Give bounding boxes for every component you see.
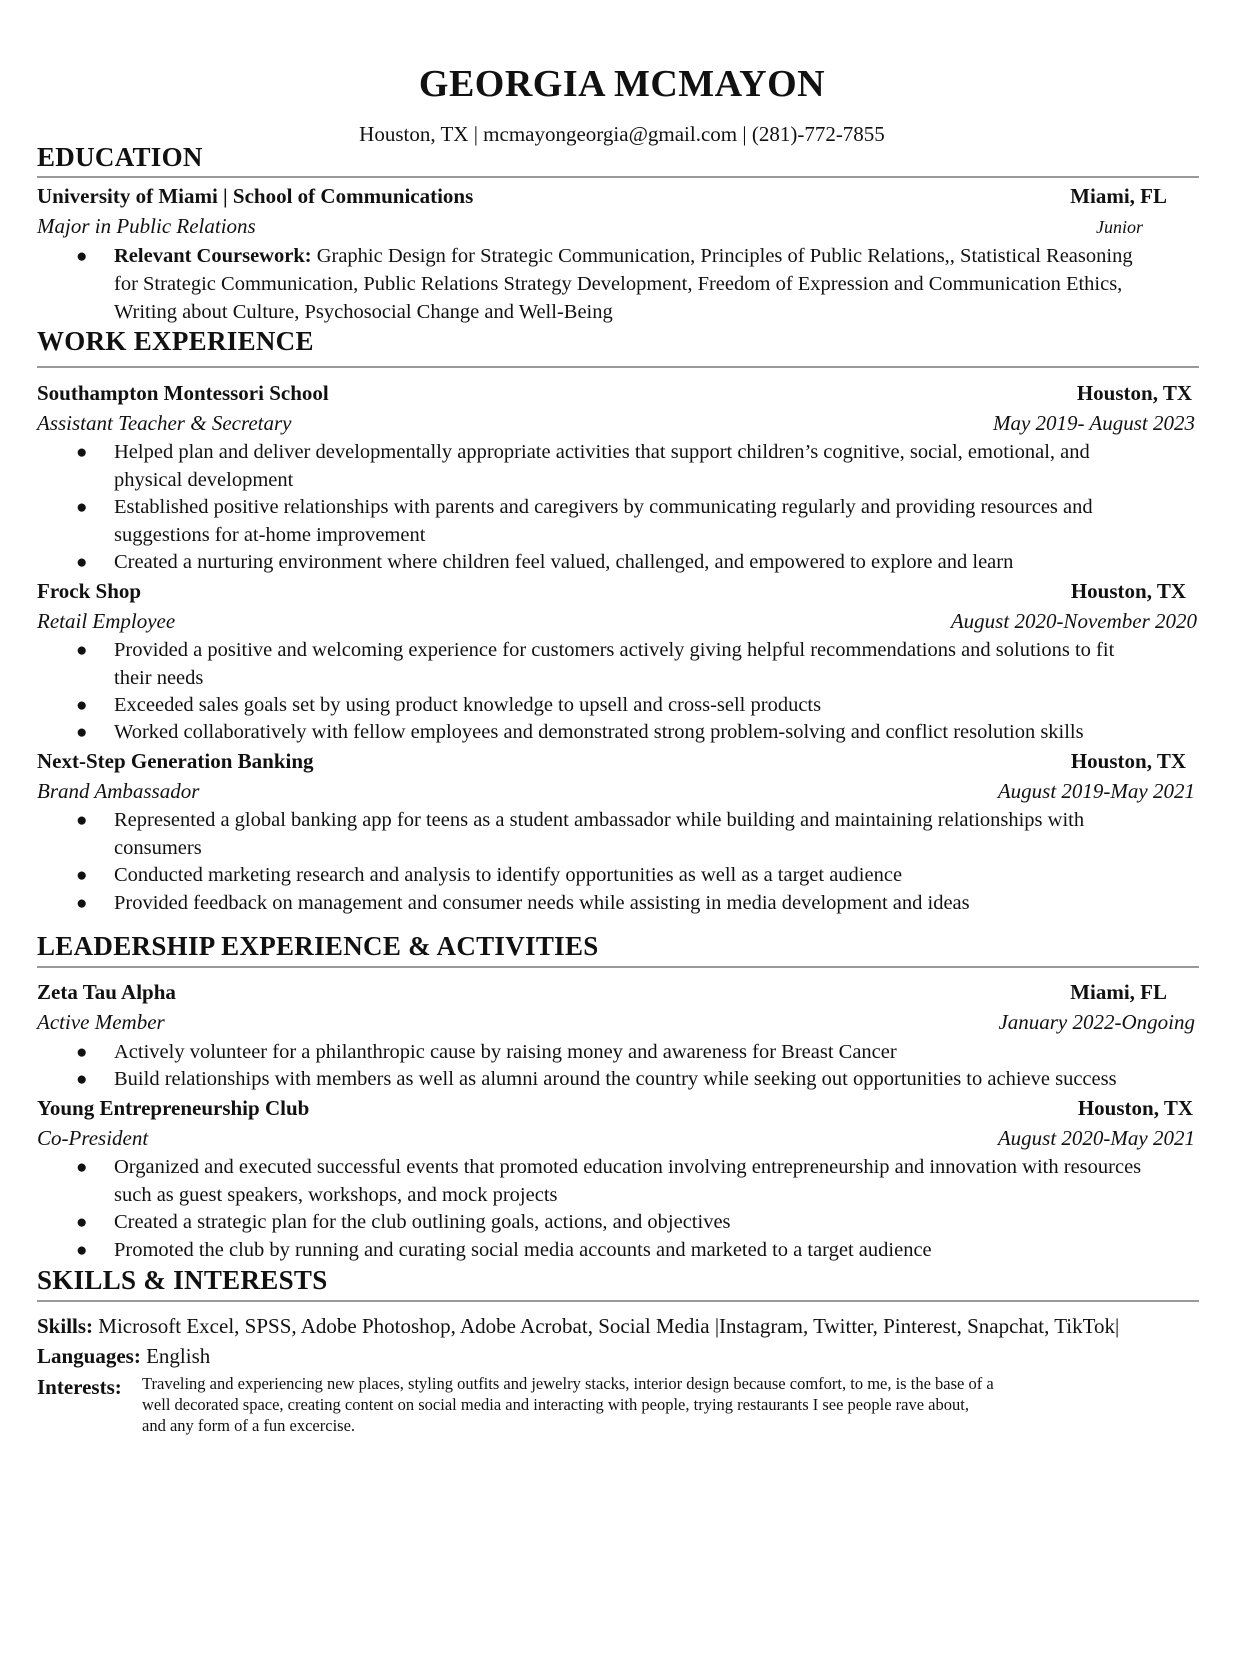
bullet-dot: ● (76, 442, 88, 463)
organization-name: Young Entrepreneurship Club (37, 1096, 310, 1120)
activity-bullet (114, 1236, 1204, 1264)
class-standing: Junior (1096, 217, 1143, 237)
job-header-row (37, 579, 1201, 607)
job-location: Houston, TX (1070, 579, 1186, 603)
organization-name: Frock Shop (37, 579, 142, 603)
section-divider (37, 1300, 1199, 1302)
bullet-line: Organized and executed successful events that promoted education involving entrepreneurship and innovation with resources (114, 1156, 1142, 1178)
activity-subheader-row (37, 1126, 1201, 1154)
job-location: Houston, TX (1070, 749, 1186, 773)
section-title-work-experience: WORK EXPERIENCE (37, 326, 314, 356)
coursework-line: for Strategic Communication, Public Relations Strategy Development, Freedom of Expression and Communication Ethics, (114, 273, 1123, 295)
organization-name: Next-Step Generation Banking (37, 749, 314, 773)
job-bullet (114, 438, 1204, 494)
bullet-dot: ● (76, 810, 88, 831)
school-location: Miami, FL (1070, 184, 1167, 208)
section-title-leadership: LEADERSHIP EXPERIENCE & ACTIVITIES (37, 931, 599, 961)
bullet-dot: ● (76, 1212, 88, 1233)
bullet-line: Created a nurturing environment where children feel valued, challenged, and empowered to explore and learn (114, 551, 1014, 573)
job-bullet (114, 548, 1204, 576)
activity-bullet (114, 1208, 1204, 1236)
bullet-dot: ● (76, 497, 88, 518)
bullet-line: suggestions for at-home improvement (114, 524, 426, 546)
job-header-row (37, 749, 1201, 777)
interests-text (142, 1373, 1102, 1436)
bullet-dot: ● (76, 1157, 88, 1178)
bullet-line: Conducted marketing research and analysis to identify opportunities as well as a target audience (114, 864, 903, 886)
bullet-dot: ● (76, 640, 88, 661)
bullet-line: Provided a positive and welcoming experience for customers actively giving helpful recommendations and solutions to fit (114, 639, 1115, 661)
bullet-dot: ● (76, 865, 88, 886)
job-dates: August 2019-May 2021 (997, 779, 1195, 803)
activity-location: Houston, TX (1077, 1096, 1193, 1120)
coursework-line: Writing about Culture, Psychosocial Change and Well-Being (114, 301, 613, 323)
bullet-line: Established positive relationships with parents and caregivers by communicating regularly and providing resources and (114, 496, 1093, 518)
activity-role: Co-President (37, 1126, 149, 1150)
job-subheader-row (37, 609, 1201, 637)
interests-line: well decorated space, creating content on social media and interacting with people, trying restaurants I see people rave about, (142, 1395, 969, 1414)
activity-bullet (114, 1038, 1204, 1066)
job-role: Retail Employee (37, 609, 176, 633)
section-title-education: EDUCATION (37, 142, 203, 172)
bullet-line: consumers (114, 837, 202, 859)
activity-subheader-row (37, 1010, 1201, 1038)
bullet-dot: ● (76, 552, 88, 573)
job-subheader-row (37, 779, 1201, 807)
job-dates: August 2020-November 2020 (950, 609, 1197, 633)
section-divider (37, 966, 1199, 968)
bullet-line: Represented a global banking app for teens as a student ambassador while building and maintaining relationships with (114, 809, 1085, 831)
bullet-dot: ● (76, 722, 88, 743)
job-bullet (114, 889, 1204, 917)
organization-name: Southampton Montessori School (37, 381, 329, 405)
interests-label: Interests: (37, 1375, 122, 1399)
coursework-line: Graphic Design for Strategic Communication, Principles of Public Relations,, Statistical Reasoning (311, 245, 1133, 267)
coursework-text (114, 242, 1204, 326)
job-header-row (37, 381, 1201, 409)
job-role: Assistant Teacher & Secretary (37, 411, 292, 435)
skills-line (37, 1314, 1201, 1339)
skills-label: Skills: (37, 1314, 94, 1338)
activity-header-row (37, 1096, 1201, 1124)
school-name: University of Miami | School of Communications (37, 184, 474, 208)
activity-dates: August 2020-May 2021 (997, 1126, 1195, 1150)
bullet-dot: ● (76, 695, 88, 716)
languages-value: English (140, 1344, 211, 1368)
job-bullet (114, 861, 1204, 889)
job-bullet (114, 718, 1204, 746)
job-bullet (114, 493, 1204, 549)
section-divider (37, 176, 1199, 178)
job-bullet (114, 806, 1204, 862)
job-dates: May 2019- August 2023 (992, 411, 1195, 435)
bullet-line: Actively volunteer for a philanthropic cause by raising money and awareness for Breast Cancer (114, 1041, 897, 1063)
bullet-line: Exceeded sales goals set by using product knowledge to upsell and cross-sell products (114, 694, 822, 716)
bullet-line: Promoted the club by running and curating social media accounts and marketed to a target audience (114, 1239, 932, 1261)
activity-bullet (114, 1153, 1204, 1209)
activity-location: Miami, FL (1070, 980, 1167, 1004)
activity-bullet (114, 1065, 1204, 1093)
job-location: Houston, TX (1076, 381, 1192, 405)
job-role: Brand Ambassador (37, 779, 200, 803)
languages-label: Languages: (37, 1344, 141, 1368)
activity-header-row (37, 980, 1201, 1008)
skills-value: Microsoft Excel, SPSS, Adobe Photoshop, Adobe Acrobat, Social Media |Instagram, Twitter, Pinterest, Snapchat, TikTok| (93, 1314, 1120, 1338)
bullet-dot: ● (76, 1069, 88, 1090)
education-subheader-row (37, 214, 1201, 242)
languages-line (37, 1344, 1201, 1369)
interests-line: Traveling and experiencing new places, styling outfits and jewelry stacks, interior design because comfort, to me, is the base of a (142, 1374, 994, 1393)
bullet-dot: ● (76, 893, 88, 914)
major: Major in Public Relations (37, 214, 256, 238)
organization-name: Zeta Tau Alpha (37, 980, 176, 1004)
bullet-dot: ● (76, 246, 88, 267)
education-header-row (37, 184, 1201, 212)
job-subheader-row (37, 411, 1201, 439)
job-bullet (114, 636, 1204, 692)
bullet-line: Helped plan and deliver developmentally appropriate activities that support children’s cognitive, social, emotional, and (114, 441, 1090, 463)
bullet-line: physical development (114, 469, 294, 491)
interests-line: and any form of a fun excercise. (142, 1416, 356, 1435)
bullet-line: Worked collaboratively with fellow employees and demonstrated strong problem-solving and conflict resolution skills (114, 721, 1084, 743)
bullet-dot: ● (76, 1042, 88, 1063)
bullet-line: Provided feedback on management and consumer needs while assisting in media development and ideas (114, 892, 970, 914)
activity-dates: January 2022-Ongoing (998, 1010, 1195, 1034)
activity-role: Active Member (37, 1010, 165, 1034)
section-divider (37, 366, 1199, 368)
bullet-line: their needs (114, 667, 204, 689)
coursework-label: Relevant Coursework: (114, 245, 312, 267)
bullet-dot: ● (76, 1240, 88, 1261)
applicant-name: GEORGIA MCMAYON (418, 63, 826, 105)
contact-info: Houston, TX | mcmayongeorgia@gmail.com | (281)-772-7855 (359, 122, 885, 146)
bullet-line: Build relationships with members as well as alumni around the country while seeking out opportunities to achieve success (114, 1068, 1117, 1090)
bullet-line: such as guest speakers, workshops, and mock projects (114, 1184, 558, 1206)
section-title-skills: SKILLS & INTERESTS (37, 1265, 328, 1295)
bullet-line: Created a strategic plan for the club outlining goals, actions, and objectives (114, 1211, 731, 1233)
job-bullet (114, 691, 1204, 719)
